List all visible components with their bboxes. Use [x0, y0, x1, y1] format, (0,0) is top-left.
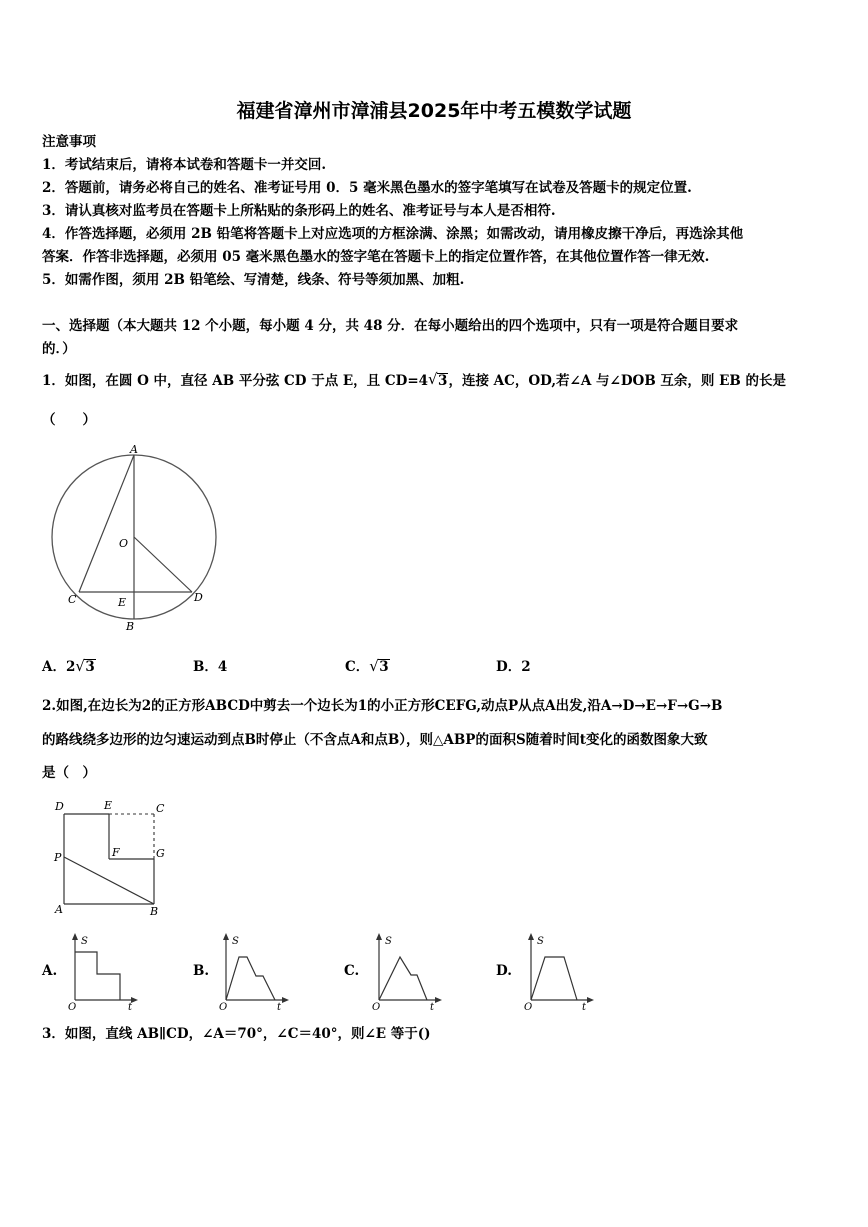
graph-c-curve	[379, 957, 427, 1000]
t-label: t	[128, 1002, 133, 1012]
label-p: P	[54, 851, 62, 864]
q1-paren: （ ）	[42, 412, 96, 428]
q1-option-b[interactable]: B．4	[193, 659, 228, 675]
q3-stem: 3．如图，直线 AB∥CD，∠A＝70°，∠C＝40°，则∠E 等于()	[42, 1026, 431, 1042]
s-label: S	[385, 936, 392, 947]
section-heading: 一、选择题（本大题共 12 个小题，每小题 4 分，共 48 分．在每小题给出的四个选项中，只有一项是符合题目要求	[42, 318, 739, 334]
notice-item-1: 1．考试结束后，请将本试卷和答题卡一并交回.	[42, 157, 327, 173]
q2-option-d-graph	[522, 930, 598, 1012]
notice-heading: 注意事项	[42, 134, 96, 150]
segment-od	[134, 537, 192, 592]
q1-option-a[interactable]	[42, 655, 96, 675]
q1-circle-figure	[48, 440, 248, 635]
segment-ac	[79, 455, 134, 592]
s-label: S	[232, 936, 239, 947]
segment-pb	[64, 857, 154, 904]
notice-item-3: 3．请认真核对监考员在答题卡上所粘贴的条形码上的姓名、准考证号与本人是否相符.	[42, 203, 556, 219]
q1-text-b: ，连接 AC，OD,若∠A 与∠DOB 互余，则 EB 的长是	[448, 373, 787, 389]
origin-label: O	[524, 1002, 533, 1012]
q2-option-c-graph	[370, 930, 446, 1012]
q2-option-b[interactable]: B.	[193, 963, 210, 979]
q1-radicand: 3	[438, 373, 448, 389]
label-g: G	[156, 847, 165, 860]
label-e: E	[118, 596, 127, 609]
q1-stem	[42, 371, 786, 391]
q2-stem-3: 是（ ）	[42, 765, 96, 781]
q2-option-a[interactable]: A.	[42, 963, 58, 979]
origin-label: O	[372, 1002, 381, 1012]
s-label: S	[537, 936, 544, 947]
sqrt-symbol: √ 3	[428, 370, 448, 389]
label-b: B	[150, 905, 159, 918]
label-f: F	[112, 846, 120, 859]
origin-label: O	[68, 1002, 77, 1012]
q2-option-d[interactable]: D.	[496, 963, 512, 979]
label-c: C	[68, 593, 77, 606]
sqrt-symbol: √ 3	[369, 657, 389, 675]
page-title: 福建省漳州市漳浦县2025年中考五模数学试题	[236, 100, 632, 122]
q2-stem-1: 2.如图,在边长为2的正方形ABCD中剪去一个边长为1的小正方形CEFG,动点P从点A出发,沿A→D→E→F→G→B	[42, 698, 723, 714]
label-d: D	[55, 800, 64, 813]
notice-item-5: 5．如需作图，须用 2B 铅笔绘、写清楚，线条、符号等须加黑、加粗.	[42, 272, 465, 288]
q1-option-d[interactable]: D．2	[496, 659, 531, 675]
label-o: O	[119, 537, 129, 550]
q1-option-a-label: A．2	[42, 659, 76, 675]
graph-d-curve	[531, 957, 577, 1000]
q2-square-figure	[50, 795, 180, 920]
graph-b-curve	[226, 957, 275, 1000]
notice-item-4: 4．作答选择题，必须用 2B 铅笔将答题卡上对应选项的方框涂满、涂黑；如需改动，请用橡皮擦干净后，再选涂其他	[42, 226, 744, 242]
q1-option-a-radicand: 3	[85, 659, 95, 675]
notice-item-2: 2．答题前，请务必将自己的姓名、准考证号用 0．5 毫米黑色墨水的签字笔填写在试卷及答题卡的规定位置.	[42, 180, 692, 196]
q1-text-a: 1．如图，在圆 O 中，直径 AB 平分弦 CD 于点 E，且 CD=4	[42, 373, 429, 389]
q2-option-b-graph	[217, 930, 293, 1012]
t-label: t	[430, 1002, 435, 1012]
q2-stem-2: 的路线绕多边形的边匀速运动到点B时停止（不含点A和点B），则△ABP的面积S随着时间t变化的函数图象大致	[42, 732, 708, 748]
label-e: E	[104, 799, 113, 812]
q1-option-c-label: C．	[345, 659, 370, 675]
sqrt-symbol: √ 3	[75, 657, 95, 675]
label-a: A	[130, 443, 138, 456]
q2-option-c[interactable]: C.	[344, 963, 360, 979]
label-d: D	[194, 591, 203, 604]
label-a: A	[55, 903, 63, 916]
t-label: t	[582, 1002, 587, 1012]
notice-item-4-cont: 答案．作答非选择题，必须用 05 毫米黑色墨水的签字笔在答题卡上的指定位置作答，在其他位置作答一律无效.	[42, 249, 710, 265]
label-c: C	[156, 802, 165, 815]
t-label: t	[277, 1002, 282, 1012]
s-label: S	[81, 936, 88, 947]
label-b: B	[126, 620, 135, 633]
q1-option-c-radicand: 3	[379, 659, 389, 675]
graph-a-curve	[75, 952, 120, 1000]
section-heading-cont: 的．）	[42, 341, 76, 357]
q2-option-a-graph	[66, 930, 142, 1012]
q1-option-c[interactable]	[345, 655, 390, 675]
origin-label: O	[219, 1002, 228, 1012]
